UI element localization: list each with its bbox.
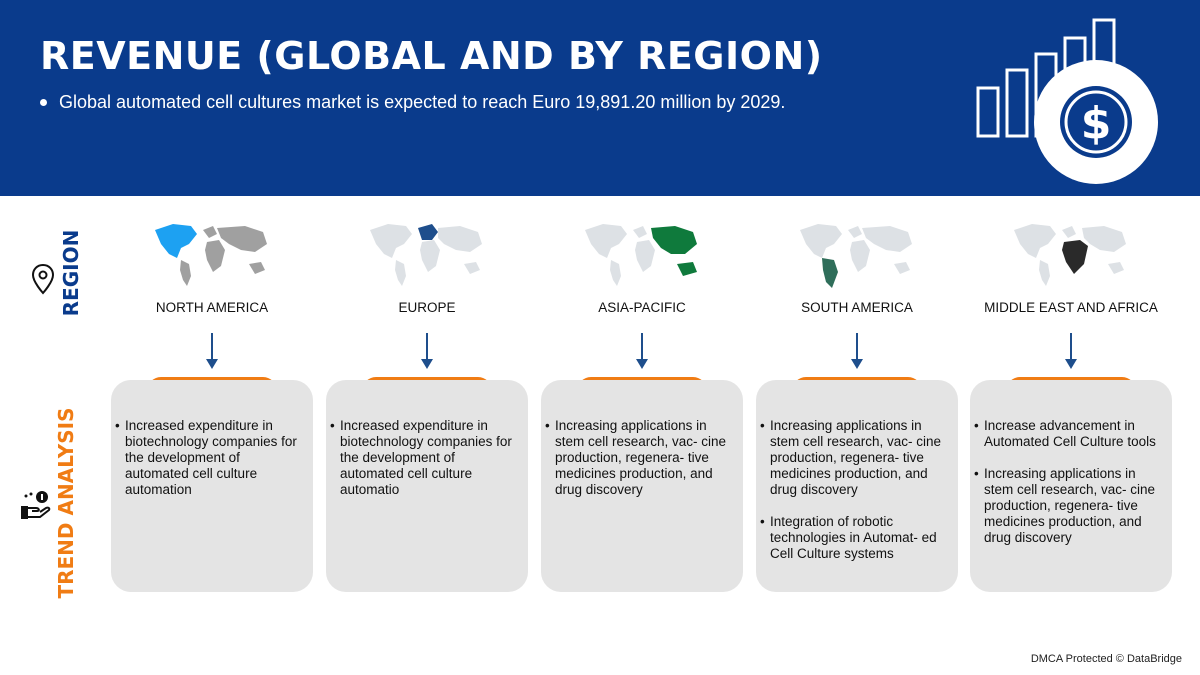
trend-list	[330, 418, 522, 514]
trend-item: • Increased expenditure in biotechnology companies for the development of automated cell culture automation	[115, 418, 307, 498]
svg-text:$: $	[1080, 98, 1112, 149]
copyright-footer: DMCA Protected © DataBridge	[1030, 653, 1182, 665]
arrow-down-icon	[632, 333, 652, 371]
trend-item: • Integration of robotic technologies in Automat- ed Cell Culture systems	[760, 514, 952, 562]
page-title: REVENUE (GLOBAL AND BY REGION)	[40, 34, 823, 78]
region-column-north-america	[111, 215, 313, 595]
arrow-down-icon	[417, 333, 437, 371]
region-name: SOUTH AMERICA	[801, 300, 913, 315]
bullet-dot	[40, 99, 47, 106]
trend-card	[326, 380, 528, 592]
region-name: EUROPE	[398, 300, 456, 315]
header-banner	[0, 0, 1200, 196]
arrow-down-icon	[202, 333, 222, 371]
region-column-asia-pacific	[541, 215, 743, 595]
header-subtitle	[40, 92, 785, 113]
trend-card	[111, 380, 313, 592]
region-column-europe	[326, 215, 528, 595]
world-map-asia-pacific-icon	[581, 220, 703, 292]
hand-money-icon	[18, 488, 52, 522]
world-map-europe-icon	[366, 220, 488, 292]
subtitle-text: Global automated cell cultures market is expected to reach Euro 19,891.20 million by 2029.	[59, 92, 786, 112]
trend-item: • Increasing applications in stem cell research, vac- cine production, regenera- tive medicines production, and drug discovery	[974, 466, 1166, 546]
location-pin-icon	[30, 263, 56, 295]
region-name: ASIA-PACIFIC	[598, 300, 686, 315]
region-side-label: REGION	[59, 229, 83, 317]
trend-item: • Increasing applications in stem cell research, vac- cine production, regenera- tive medicines production, and drug discovery	[545, 418, 737, 498]
trend-list	[974, 418, 1166, 562]
trend-list	[760, 418, 952, 578]
trend-list	[115, 418, 307, 514]
world-map-middle-east-africa-icon	[1010, 220, 1132, 292]
region-name: MIDDLE EAST AND AFRICA	[984, 300, 1158, 315]
region-name: NORTH AMERICA	[155, 300, 269, 315]
trend-card	[541, 380, 743, 592]
arrow-down-icon	[1061, 333, 1081, 371]
region-column-south-america	[756, 215, 958, 595]
trend-analysis-side-label: TREND ANALYSIS	[54, 407, 78, 599]
trend-card	[756, 380, 958, 592]
trend-item: • Increasing applications in stem cell research, vac- cine production, regenera- tive medicines production, and drug discovery	[760, 418, 952, 498]
trend-list	[545, 418, 737, 514]
revenue-bars-dollar-icon	[970, 14, 1160, 189]
arrow-down-icon	[847, 333, 867, 371]
region-column-middle-east-africa	[970, 215, 1172, 595]
trend-item: • Increase advancement in Automated Cell Culture tools	[974, 418, 1166, 450]
trend-item: • Increased expenditure in biotechnology companies for the development of automated cell culture automatio	[330, 418, 522, 498]
world-map-north-america-icon	[151, 220, 273, 292]
world-map-south-america-icon	[796, 220, 918, 292]
trend-card	[970, 380, 1172, 592]
